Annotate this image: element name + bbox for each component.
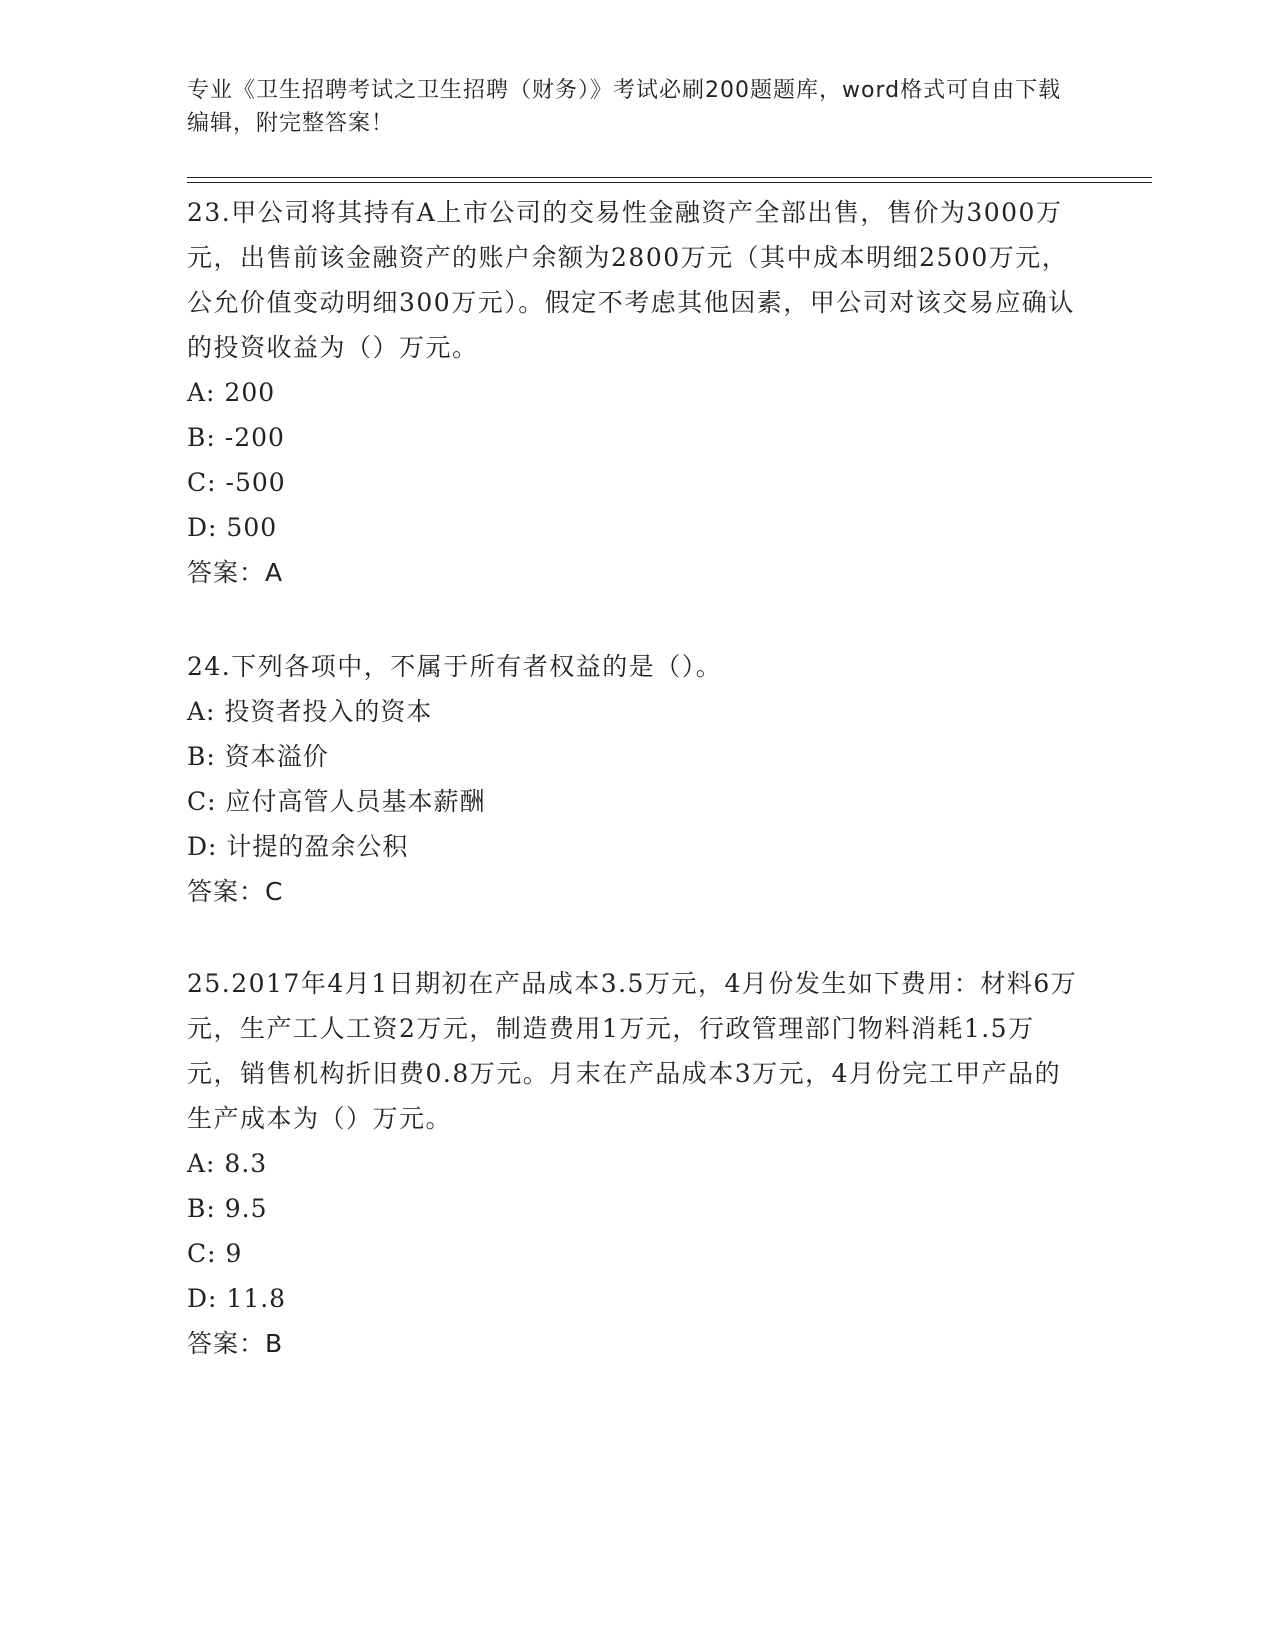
option-d: D: 11.8	[187, 1284, 287, 1313]
option-b: B: -200	[187, 423, 285, 452]
option-d: D: 500	[187, 513, 278, 542]
answer-text: 答案：B	[187, 1329, 284, 1358]
option-b: B: 9.5	[187, 1194, 268, 1223]
document-header: 专业《卫生招聘考试之卫生招聘（财务）》考试必刷200题题库，word格式可自由下载编辑，附完整答案！	[187, 78, 1062, 136]
option-b: B: 资本溢价	[187, 742, 329, 771]
option-c: C: 9	[187, 1239, 243, 1268]
header-divider-top	[187, 177, 1152, 178]
question-23	[187, 190, 1087, 595]
option-c: C: 应付高管人员基本薪酬	[187, 787, 486, 816]
option-a: A: 投资者投入的资本	[187, 697, 433, 726]
header-divider-bottom	[187, 182, 1152, 183]
option-c: C: -500	[187, 468, 286, 497]
question-stem: 25.2017年4月1日期初在产品成本3.5万元，4月份发生如下费用：材料6万元，生产工人工资2万元，制造费用1万元，行政管理部门物料消耗1.5万元，销售机构折旧费0.8万元。月末在产品成本3万元，4月份完工甲产品的生产成本为（）万元。	[187, 969, 1078, 1133]
answer-text: 答案：C	[187, 877, 284, 906]
option-a: A: 200	[187, 378, 276, 407]
question-stem: 24.下列各项中，不属于所有者权益的是（）。	[187, 652, 723, 681]
question-25	[187, 961, 1087, 1366]
answer-text: 答案：A	[187, 558, 284, 587]
question-24	[187, 644, 1087, 914]
option-d: D: 计提的盈余公积	[187, 832, 409, 861]
option-a: A: 8.3	[187, 1149, 268, 1178]
question-stem: 23.甲公司将其持有A上市公司的交易性金融资产全部出售，售价为3000万元，出售前该金融资产的账户余额为2800万元（其中成本明细2500万元，公允价值变动明细300万元）。假定不考虑其他因素，甲公司对该交易应确认的投资收益为（）万元。	[187, 198, 1075, 362]
